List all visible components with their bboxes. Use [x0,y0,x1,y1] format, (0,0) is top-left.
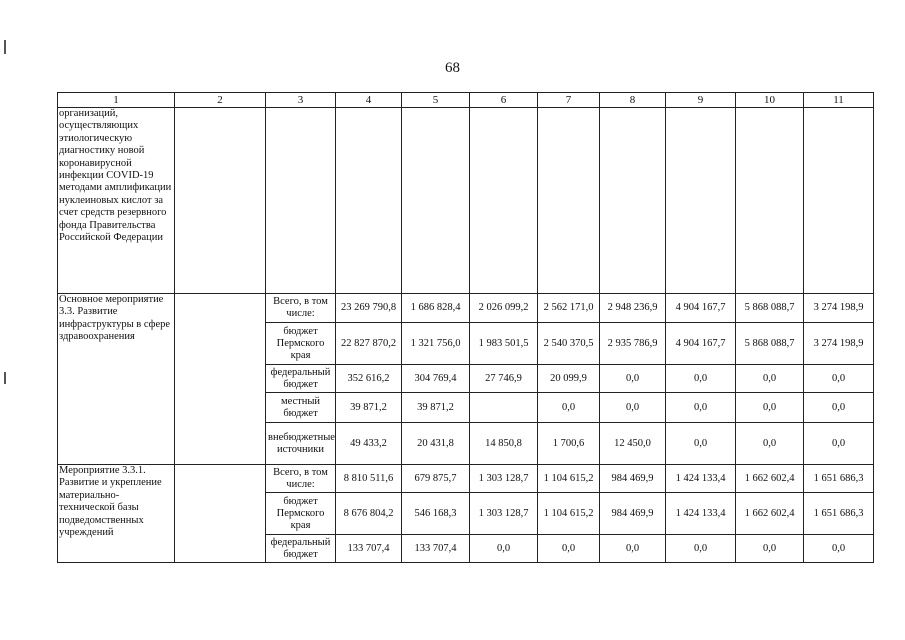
empty-cell [336,108,402,294]
empty-cell [736,108,804,294]
value-cell: 984 469,9 [600,465,666,493]
activity-name-cell: Мероприятие 3.3.1. Развитие и укрепление материально-технической базы подведомственных учреждений [58,465,175,563]
value-cell: 0,0 [538,535,600,563]
funding-source-cell: бюджет Пермского края [266,323,336,365]
activity-name-cell: организаций, осуществляющих этиологическую диагностику новой коронавирусной инфекции COVID-19 методами амплификации нуклеиновых кислот за счет средств резервного фонда Правительства Российской Федерации [58,108,175,294]
funding-source-cell: Всего, в том числе: [266,294,336,323]
value-cell: 0,0 [600,535,666,563]
column-header: 4 [336,93,402,108]
value-cell: 0,0 [666,535,736,563]
table-row [58,294,874,323]
value-cell: 1 303 128,7 [470,493,538,535]
value-cell: 1 651 686,3 [804,465,874,493]
funding-source-cell: внебюджетные источники [266,423,336,465]
value-cell: 0,0 [666,393,736,423]
column-header: 8 [600,93,666,108]
value-cell: 1 686 828,4 [402,294,470,323]
empty-cell [666,108,736,294]
value-cell: 5 868 088,7 [736,294,804,323]
value-cell: 49 433,2 [336,423,402,465]
funding-source-cell: бюджет Пермского края [266,493,336,535]
empty-cell [175,465,266,563]
value-cell: 1 700,6 [538,423,600,465]
funding-source-cell: федеральный бюджет [266,535,336,563]
column-header: 10 [736,93,804,108]
empty-cell [175,108,266,294]
empty-cell [266,108,336,294]
empty-cell [470,108,538,294]
column-header: 6 [470,93,538,108]
value-cell: 12 450,0 [600,423,666,465]
value-cell: 1 303 128,7 [470,465,538,493]
value-cell: 0,0 [470,535,538,563]
activity-name-cell: Основное мероприятие 3.3. Развитие инфраструктуры в сфере здравоохранения [58,294,175,465]
value-cell: 20 099,9 [538,365,600,393]
value-cell: 2 948 236,9 [600,294,666,323]
value-cell: 1 104 615,2 [538,465,600,493]
budget-table [57,92,874,563]
value-cell: 2 540 370,5 [538,323,600,365]
table-row [58,108,874,294]
value-cell: 1 983 501,5 [470,323,538,365]
value-cell: 39 871,2 [336,393,402,423]
value-cell: 546 168,3 [402,493,470,535]
empty-cell [600,108,666,294]
column-header: 2 [175,93,266,108]
funding-source-cell: местный бюджет [266,393,336,423]
value-cell: 0,0 [736,423,804,465]
value-cell: 0,0 [600,393,666,423]
scan-edge-mark [4,40,6,54]
value-cell: 14 850,8 [470,423,538,465]
funding-source-cell: федеральный бюджет [266,365,336,393]
column-header: 7 [538,93,600,108]
funding-source-cell: Всего, в том числе: [266,465,336,493]
value-cell: 0,0 [666,365,736,393]
empty-cell [804,108,874,294]
value-cell: 0,0 [538,393,600,423]
value-cell: 22 827 870,2 [336,323,402,365]
value-cell: 39 871,2 [402,393,470,423]
value-cell: 4 904 167,7 [666,323,736,365]
value-cell: 1 104 615,2 [538,493,600,535]
value-cell: 1 424 133,4 [666,493,736,535]
value-cell [470,393,538,423]
value-cell: 8 676 804,2 [336,493,402,535]
value-cell: 0,0 [736,393,804,423]
value-cell: 1 321 756,0 [402,323,470,365]
value-cell: 0,0 [736,535,804,563]
empty-cell [402,108,470,294]
value-cell: 23 269 790,8 [336,294,402,323]
value-cell: 0,0 [804,423,874,465]
value-cell: 133 707,4 [402,535,470,563]
value-cell: 0,0 [736,365,804,393]
value-cell: 1 662 602,4 [736,493,804,535]
value-cell: 2 562 171,0 [538,294,600,323]
value-cell: 984 469,9 [600,493,666,535]
value-cell: 133 707,4 [336,535,402,563]
page-number: 68 [445,60,460,76]
empty-cell [538,108,600,294]
value-cell: 0,0 [666,423,736,465]
value-cell: 1 651 686,3 [804,493,874,535]
value-cell: 27 746,9 [470,365,538,393]
value-cell: 8 810 511,6 [336,465,402,493]
value-cell: 3 274 198,9 [804,323,874,365]
value-cell: 5 868 088,7 [736,323,804,365]
value-cell: 0,0 [804,393,874,423]
value-cell: 304 769,4 [402,365,470,393]
value-cell: 0,0 [804,365,874,393]
value-cell: 352 616,2 [336,365,402,393]
value-cell: 2 935 786,9 [600,323,666,365]
value-cell: 3 274 198,9 [804,294,874,323]
value-cell: 1 424 133,4 [666,465,736,493]
scan-edge-mark [4,372,6,384]
column-number-row [58,93,874,108]
value-cell: 0,0 [600,365,666,393]
value-cell: 20 431,8 [402,423,470,465]
column-header: 1 [58,93,175,108]
value-cell: 2 026 099,2 [470,294,538,323]
empty-cell [175,294,266,465]
value-cell: 0,0 [804,535,874,563]
column-header: 5 [402,93,470,108]
column-header: 11 [804,93,874,108]
column-header: 3 [266,93,336,108]
value-cell: 1 662 602,4 [736,465,804,493]
value-cell: 4 904 167,7 [666,294,736,323]
value-cell: 679 875,7 [402,465,470,493]
column-header: 9 [666,93,736,108]
table-row [58,465,874,493]
